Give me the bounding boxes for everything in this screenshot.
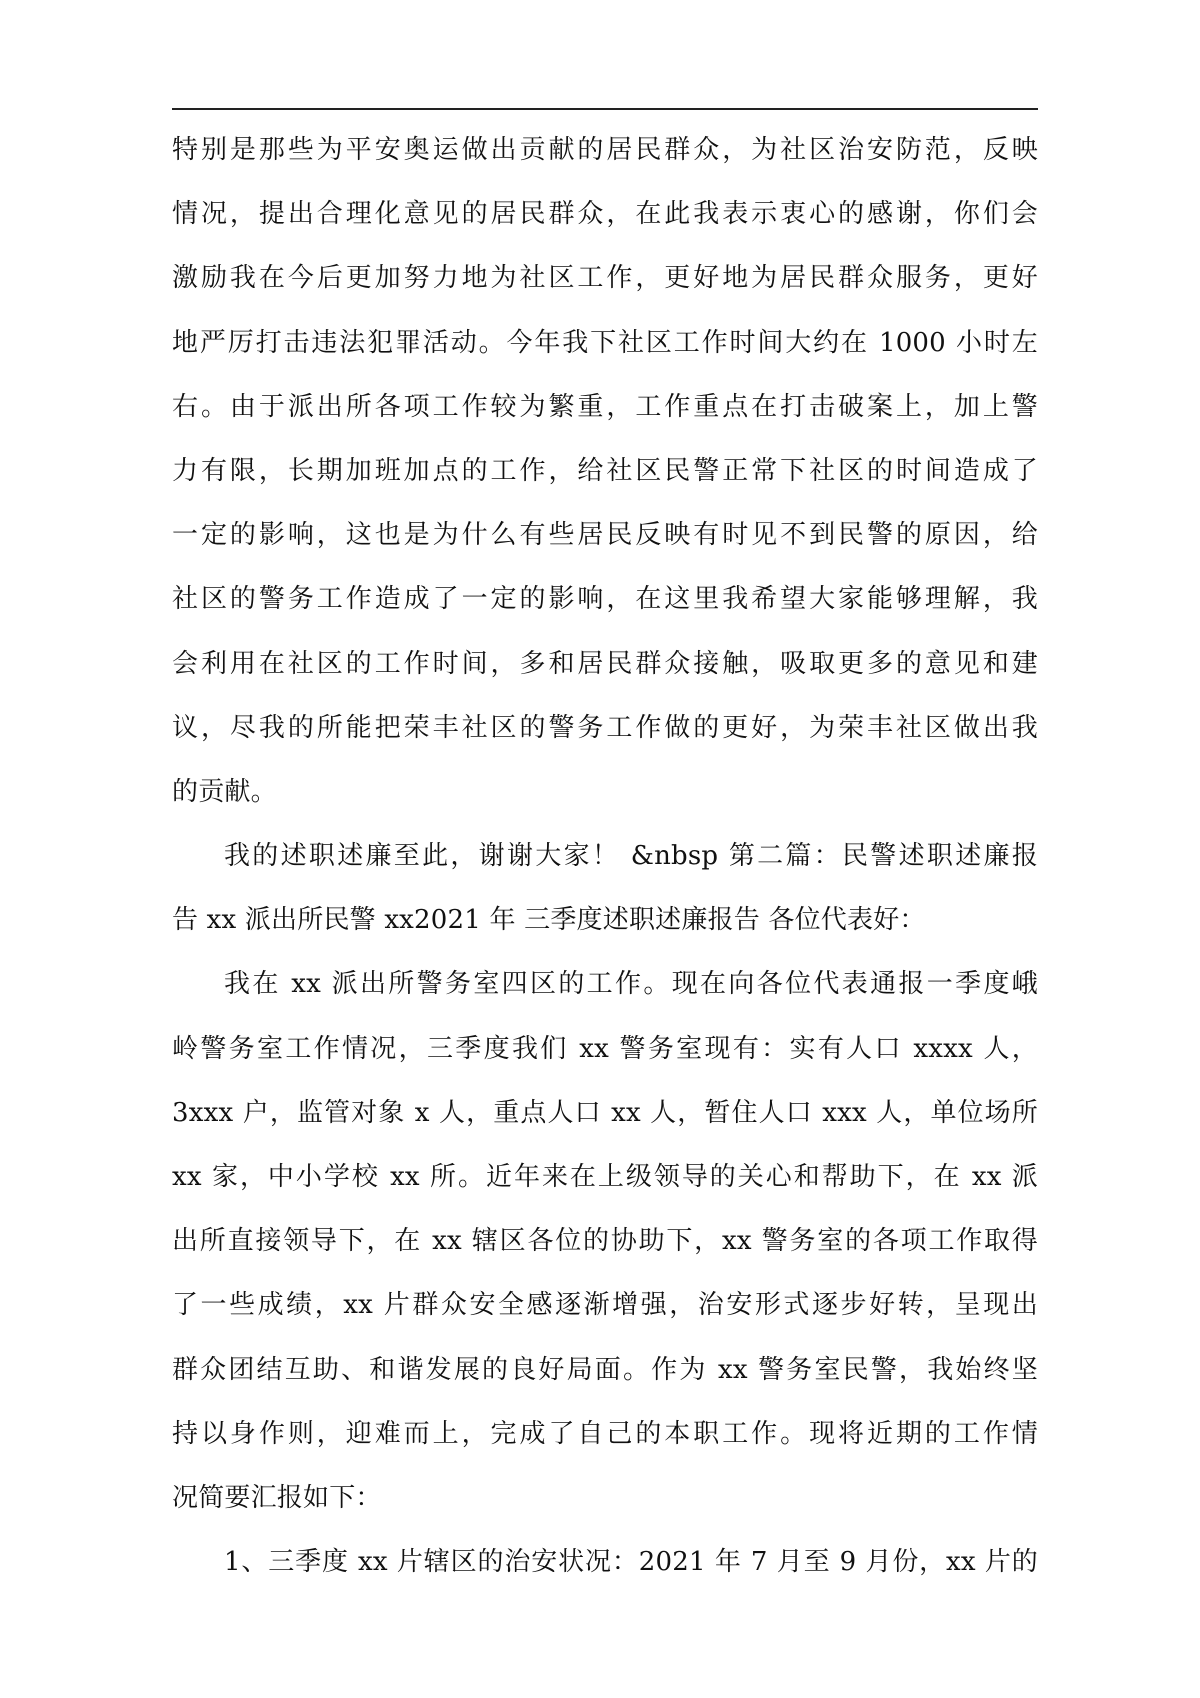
document-body (172, 118, 1038, 1594)
text-line: 我在 xx 派出所警务室四区的工作。现在向各位代表通报一季度峨 (224, 969, 1038, 1000)
text-line: 了一些成绩，xx 片群众安全感逐渐增强，治安形式逐步好转，呈现出 (172, 1290, 1038, 1321)
paragraph (172, 824, 1038, 952)
paragraph (172, 952, 1038, 1530)
header-rule (172, 108, 1038, 110)
paragraph (172, 118, 1038, 824)
text-line: 1、三季度 xx 片辖区的治安状况：2021 年 7 月至 9 月份，xx 片的 (224, 1547, 1038, 1578)
text-line: xx 家，中小学校 xx 所。近年来在上级领导的关心和帮助下，在 xx 派 (172, 1162, 1038, 1192)
text-line: 右。由于派出所各项工作较为繁重，工作重点在打击破案上，加上警 (172, 391, 1038, 422)
text-line: 会利用在社区的工作时间，多和居民群众接触，吸取更多的意见和建 (172, 648, 1038, 679)
text-line: 激励我在今后更加努力地为社区工作，更好地为居民群众服务，更好 (172, 263, 1038, 294)
text-line: 出所直接领导下，在 xx 辖区各位的协助下，xx 警务室的各项工作取得 (172, 1226, 1038, 1257)
text-line: 告 xx 派出所民警 xx2021 年 三季度述职述廉报告 各位代表好： (172, 905, 926, 936)
text-line: 3xxx 户，监管对象 x 人，重点人口 xx 人，暂住人口 xxx 人，单位场所 (172, 1097, 1038, 1128)
text-line: 况简要汇报如下： (172, 1482, 382, 1513)
text-line: 情况，提出合理化意见的居民群众，在此我表示衷心的感谢，你们会 (172, 199, 1038, 230)
paragraph (172, 1530, 1038, 1594)
text-line: 力有限，长期加班加点的工作，给社区民警正常下社区的时间造成了 (172, 455, 1038, 486)
text-line: 特别是那些为平安奥运做出贡献的居民群众，为社区治安防范，反映 (172, 135, 1038, 165)
text-line: 议，尽我的所能把荣丰社区的警务工作做的更好，为荣丰社区做出我 (172, 712, 1038, 743)
text-line: 地严厉打击违法犯罪活动。今年我下社区工作时间大约在 1000 小时左 (172, 327, 1038, 358)
text-line: 一定的影响，这也是为什么有些居民反映有时见不到民警的原因，给 (172, 520, 1038, 551)
text-line: 持以身作则，迎难而上，完成了自己的本职工作。现将近期的工作情 (172, 1418, 1038, 1449)
text-line: 我的述职述廉至此，谢谢大家！ &nbsp 第二篇：民警述职述廉报 (224, 841, 1038, 872)
text-line: 社区的警务工作造成了一定的影响，在这里我希望大家能够理解，我 (172, 584, 1038, 615)
text-line: 群众团结互助、和谐发展的良好局面。作为 xx 警务室民警，我始终坚 (172, 1354, 1038, 1385)
text-line: 的贡献。 (172, 776, 277, 807)
text-line: 岭警务室工作情况，三季度我们 xx 警务室现有：实有人口 xxxx 人， (172, 1033, 1038, 1064)
